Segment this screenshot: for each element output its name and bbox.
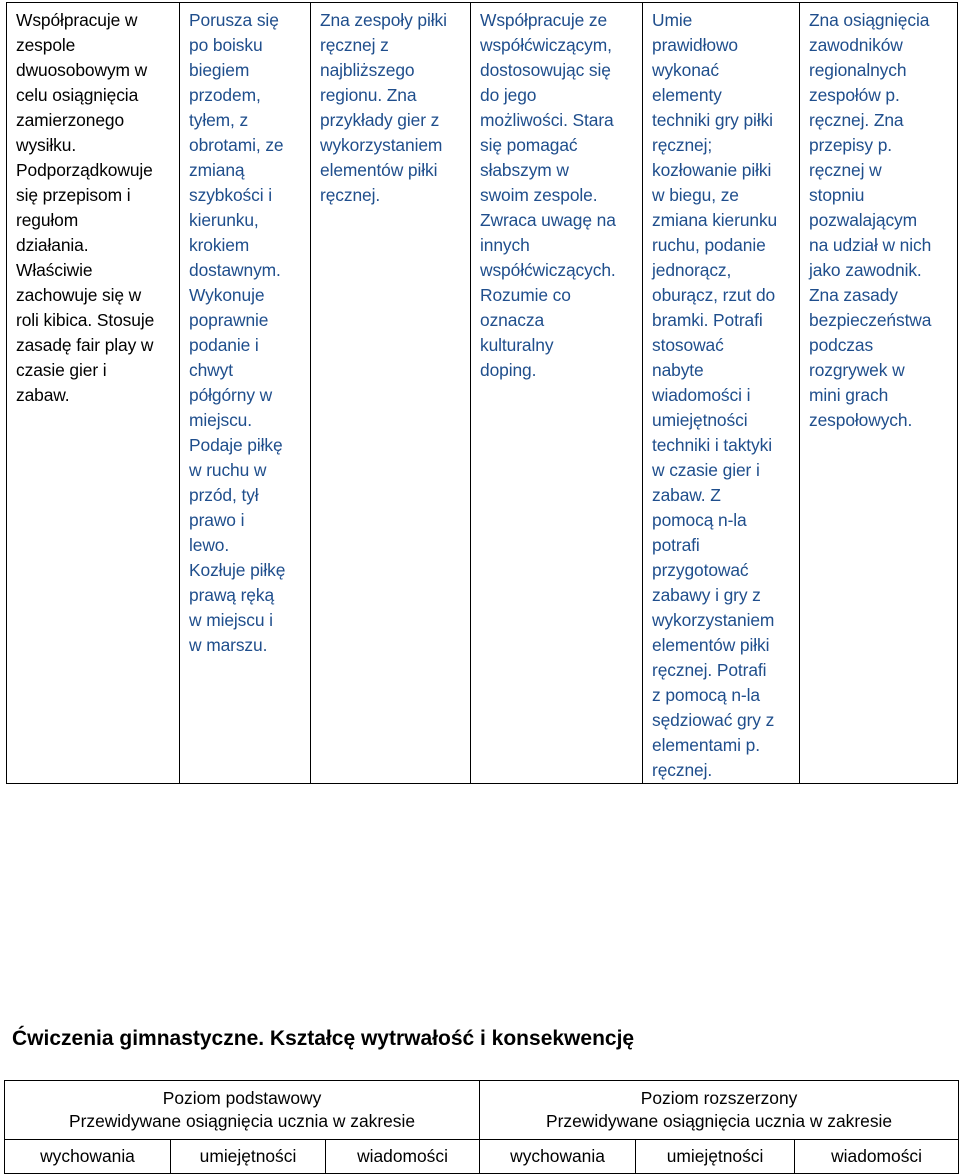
subheader-row: [5, 1140, 959, 1174]
cell-text-line: słabszym w: [480, 160, 569, 180]
cell-text-line: zabaw. Z: [652, 485, 721, 505]
cell-text-line: Zna zespoły piłki: [320, 10, 447, 30]
table-row: [7, 3, 958, 784]
cell-text-line: tyłem, z: [189, 110, 249, 130]
cell-text-line: przygotować: [652, 560, 749, 580]
subheader-knowledge: wiadomości: [326, 1140, 480, 1174]
cell-text-line: techniki i taktyki: [652, 435, 772, 455]
cell-text-line: wiadomości i: [652, 385, 751, 405]
cell-text-line: Podaje piłkę: [189, 435, 283, 455]
cell-text-line: przepisy p.: [809, 135, 892, 155]
cell-text-line: na udział w nich: [809, 235, 932, 255]
cell-text-line: elementami p.: [652, 735, 760, 755]
cell-text-line: współćwiczących.: [480, 260, 616, 280]
cell-text-line: elementów piłki: [320, 160, 438, 180]
cell-text-line: biegiem: [189, 60, 250, 80]
cell-text-line: ręcznej.: [320, 185, 381, 205]
cell-text-line: w czasie gier i: [652, 460, 760, 480]
cell-text-line: czasie gier i: [16, 360, 107, 380]
cell-text-line: zespołowych.: [809, 410, 913, 430]
subheader-skills: umiejętności: [636, 1140, 795, 1174]
cell-text-line: Kozłuje piłkę: [189, 560, 286, 580]
cell-text-line: Współpracuje ze: [480, 10, 608, 30]
cell-text-line: innych: [480, 235, 530, 255]
cell-col3: [311, 3, 471, 784]
cell-text-line: przodem,: [189, 85, 261, 105]
cell-text-line: pozwalającym: [809, 210, 918, 230]
cell-text-line: się pomagać: [480, 135, 578, 155]
level-header-row: [5, 1081, 959, 1140]
cell-text-line: regułom: [16, 210, 79, 230]
cell-text-line: się przepisom i: [16, 185, 131, 205]
level-name: Poziom rozszerzony: [640, 1088, 798, 1108]
cell-text-line: Wykonuje: [189, 285, 265, 305]
cell-text-line: dostosowując się: [480, 60, 611, 80]
cell-text-line: ręcznej.: [652, 760, 713, 780]
cell-text-line: w marszu.: [189, 635, 268, 655]
cell-text-line: zmiana kierunku: [652, 210, 778, 230]
cell-text-line: z pomocą n-la: [652, 685, 760, 705]
cell-text-line: kulturalny: [480, 335, 554, 355]
cell-text-line: potrafi: [652, 535, 700, 555]
level-subtitle: Przewidywane osiągnięcia ucznia w zakresie: [68, 1111, 416, 1131]
cell-col2: [180, 3, 311, 784]
cell-text-line: w biegu, ze: [652, 185, 739, 205]
cell-text-line: zabawy i gry z: [652, 585, 761, 605]
cell-text-line: po boisku: [189, 35, 263, 55]
cell-text-line: chwyt: [189, 360, 233, 380]
cell-text-line: ręcznej;: [652, 135, 713, 155]
level-basic-header: [5, 1081, 480, 1140]
cell-text-line: zachowuje się w: [16, 285, 142, 305]
cell-text-line: jednorącz,: [652, 260, 732, 280]
cell-text-line: najbliższego: [320, 60, 415, 80]
requirements-table-continuation: [6, 2, 958, 784]
cell-text-line: w ruchu w: [189, 460, 267, 480]
cell-text-line: w miejscu i: [189, 610, 273, 630]
cell-text-line: Umie: [652, 10, 693, 30]
cell-text-line: ręcznej z: [320, 35, 389, 55]
requirements-table-header: [4, 1080, 959, 1174]
cell-col5: [643, 3, 800, 784]
subheader-skills: umiejętności: [171, 1140, 326, 1174]
cell-text-line: zabaw.: [16, 385, 70, 405]
cell-text-line: poprawnie: [189, 310, 269, 330]
cell-text-line: zasadę fair play w: [16, 335, 154, 355]
cell-text-line: prawo i: [189, 510, 245, 530]
cell-text-line: regionalnych: [809, 60, 907, 80]
subheader-upbringing: wychowania: [480, 1140, 636, 1174]
cell-text-line: zawodników: [809, 35, 903, 55]
cell-col6: [800, 3, 958, 784]
level-extended-header: [480, 1081, 959, 1140]
cell-text-line: nabyte: [652, 360, 704, 380]
cell-text-line: zmianą: [189, 160, 245, 180]
cell-text-line: półgórny w: [189, 385, 273, 405]
cell-text-line: doping.: [480, 360, 537, 380]
cell-text-line: pomocą n-la: [652, 510, 747, 530]
cell-text-line: ręcznej w: [809, 160, 882, 180]
cell-text-line: umiejętności: [652, 410, 748, 430]
cell-text-line: przód, tył: [189, 485, 259, 505]
cell-text-line: krokiem: [189, 235, 250, 255]
cell-text-line: roli kibica. Stosuje: [16, 310, 155, 330]
cell-text-line: elementy: [652, 85, 722, 105]
cell-col1: [7, 3, 180, 784]
cell-col4: [471, 3, 643, 784]
cell-text-line: rozgrywek w: [809, 360, 905, 380]
level-name: Poziom podstawowy: [162, 1088, 322, 1108]
cell-text-line: ruchu, podanie: [652, 235, 766, 255]
cell-text-line: ręcznej. Zna: [809, 110, 904, 130]
cell-text-line: wykonać: [652, 60, 719, 80]
cell-text-line: szybkości i: [189, 185, 272, 205]
cell-text-line: celu osiągnięcia: [16, 85, 139, 105]
cell-text-line: oburącz, rzut do: [652, 285, 776, 305]
cell-text-line: kierunku,: [189, 210, 259, 230]
cell-text-line: współćwiczącym,: [480, 35, 612, 55]
level-subtitle: Przewidywane osiągnięcia ucznia w zakresie: [546, 1111, 893, 1131]
cell-text-line: kozłowanie piłki: [652, 160, 772, 180]
cell-text-line: Porusza się: [189, 10, 279, 30]
cell-text-line: prawidłowo: [652, 35, 738, 55]
cell-text-line: stosować: [652, 335, 724, 355]
cell-text-line: przykłady gier z: [320, 110, 440, 130]
cell-text-line: Podporządkowuje: [16, 160, 153, 180]
subheader-knowledge: wiadomości: [795, 1140, 959, 1174]
cell-text-line: stopniu: [809, 185, 865, 205]
cell-text-line: bezpieczeństwa: [809, 310, 932, 330]
cell-text-line: działania.: [16, 235, 89, 255]
cell-text-line: prawą ręką: [189, 585, 275, 605]
cell-text-line: techniki gry piłki: [652, 110, 773, 130]
cell-text-line: ręcznej. Potrafi: [652, 660, 767, 680]
cell-text-line: bramki. Potrafi: [652, 310, 763, 330]
cell-text-line: wykorzystaniem: [320, 135, 443, 155]
cell-text-line: regionu. Zna: [320, 85, 417, 105]
cell-text-line: mini grach: [809, 385, 889, 405]
cell-text-line: zespołów p.: [809, 85, 900, 105]
cell-text-line: elementów piłki: [652, 635, 770, 655]
cell-text-line: możliwości. Stara: [480, 110, 614, 130]
cell-text-line: Współpracuje w: [16, 10, 138, 30]
cell-text-line: zamierzonego: [16, 110, 125, 130]
cell-text-line: dostawnym.: [189, 260, 281, 280]
cell-text-line: podczas: [809, 335, 874, 355]
cell-text-line: wykorzystaniem: [652, 610, 775, 630]
cell-text-line: miejscu.: [189, 410, 252, 430]
cell-text-line: Rozumie co: [480, 285, 571, 305]
cell-text-line: Właściwie: [16, 260, 93, 280]
cell-text-line: Zwraca uwagę na: [480, 210, 616, 230]
cell-text-line: sędziować gry z: [652, 710, 775, 730]
cell-text-line: do jego: [480, 85, 537, 105]
cell-text-line: Zna zasady: [809, 285, 898, 305]
cell-text-line: lewo.: [189, 535, 230, 555]
section-title: Ćwiczenia gimnastyczne. Kształcę wytrwałość i konsekwencję: [12, 1027, 635, 1050]
cell-text-line: Zna osiągnięcia: [809, 10, 930, 30]
cell-text-line: wysiłku.: [16, 135, 77, 155]
cell-text-line: podanie i: [189, 335, 259, 355]
cell-text-line: swoim zespole.: [480, 185, 598, 205]
subheader-upbringing: wychowania: [5, 1140, 171, 1174]
cell-text-line: zespole: [16, 35, 76, 55]
cell-text-line: obrotami, ze: [189, 135, 284, 155]
cell-text-line: jako zawodnik.: [809, 260, 922, 280]
cell-text-line: dwuosobowym w: [16, 60, 148, 80]
cell-text-line: oznacza: [480, 310, 545, 330]
